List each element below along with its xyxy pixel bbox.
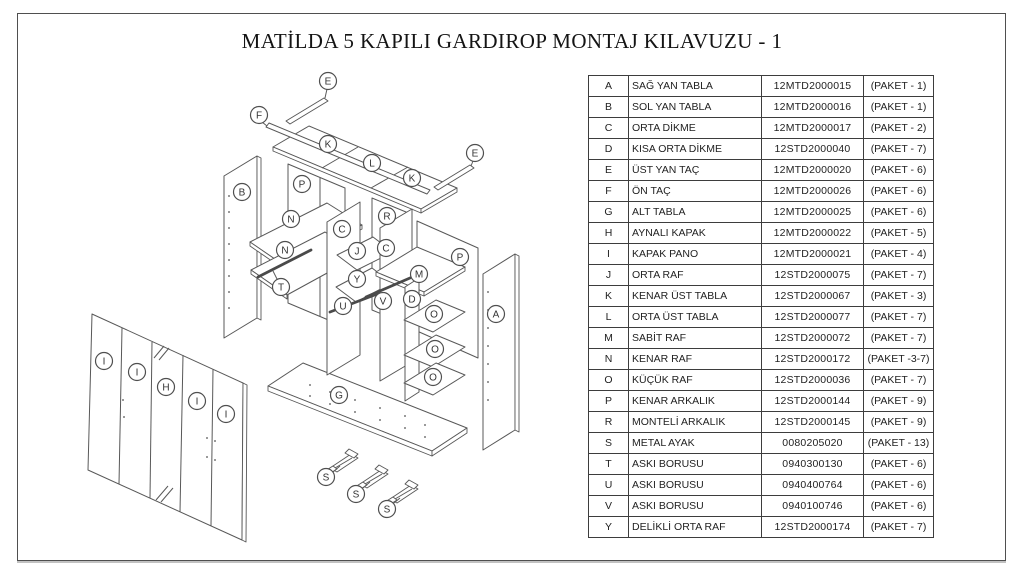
part-callout-letter: E [471, 148, 479, 160]
part-letter-cell: E [589, 160, 629, 181]
package-cell: (PAKET - 6) [864, 160, 934, 181]
part-name-cell: SOL YAN TABLA [629, 97, 762, 118]
part-name-cell: SABİT RAF [629, 328, 762, 349]
package-cell: (PAKET - 7) [864, 517, 934, 538]
part-callout-letter: U [339, 301, 347, 313]
part-callout-letter: P [298, 179, 306, 191]
table-row [589, 160, 934, 181]
part-letter-cell: C [589, 118, 629, 139]
table-row [589, 139, 934, 160]
package-cell: (PAKET - 4) [864, 244, 934, 265]
table-row [589, 349, 934, 370]
part-callout-letter: I [102, 356, 106, 368]
part-callout-letter: K [408, 173, 416, 185]
part-callout-letter: S [322, 472, 330, 484]
parts-table-body [589, 76, 934, 538]
part-name-cell: SAĞ YAN TABLA [629, 76, 762, 97]
part-letter-cell: A [589, 76, 629, 97]
part-name-cell: ORTA RAF [629, 265, 762, 286]
package-cell: (PAKET - 6) [864, 475, 934, 496]
table-row [589, 328, 934, 349]
part-callout-letter: I [195, 396, 199, 408]
part-letter-cell: J [589, 265, 629, 286]
package-cell: (PAKET - 6) [864, 202, 934, 223]
part-number-cell: 12STD2000075 [762, 265, 864, 286]
table-row [589, 391, 934, 412]
part-letter-cell: L [589, 307, 629, 328]
side-panel-a [483, 254, 519, 450]
part-callout-letter: E [324, 76, 332, 88]
part-number-cell: 12MTD2000022 [762, 223, 864, 244]
part-callout-letter: O [429, 372, 437, 384]
part-callout-letter: D [408, 294, 416, 306]
part-name-cell: KÜÇÜK RAF [629, 370, 762, 391]
part-name-cell: KISA ORTA DİKME [629, 139, 762, 160]
part-callout-letter: J [354, 246, 360, 258]
table-row [589, 286, 934, 307]
part-callout-letter: M [414, 269, 424, 281]
part-letter-cell: T [589, 454, 629, 475]
part-number-cell: 0940300130 [762, 454, 864, 475]
part-letter-cell: S [589, 433, 629, 454]
crown-strip-e-left [286, 98, 328, 124]
part-number-cell: 12STD2000172 [762, 349, 864, 370]
package-cell: (PAKET - 7) [864, 139, 934, 160]
part-letter-cell: N [589, 349, 629, 370]
package-cell: (PAKET - 6) [864, 181, 934, 202]
package-cell: (PAKET - 7) [864, 370, 934, 391]
part-name-cell: KENAR ARKALIK [629, 391, 762, 412]
table-row [589, 76, 934, 97]
table-row [589, 265, 934, 286]
part-callout-letter: S [352, 489, 360, 501]
part-callout-letter: G [335, 390, 343, 402]
package-cell: (PAKET - 9) [864, 412, 934, 433]
part-letter-cell: D [589, 139, 629, 160]
part-letter-cell: U [589, 475, 629, 496]
part-callout-letter: I [135, 367, 139, 379]
part-number-cell: 12MTD2000016 [762, 97, 864, 118]
table-row [589, 118, 934, 139]
table-row [589, 244, 934, 265]
table-row [589, 454, 934, 475]
part-number-cell: 0080205020 [762, 433, 864, 454]
part-callout-letter: Y [353, 274, 361, 286]
part-number-cell: 0940400764 [762, 475, 864, 496]
table-row [589, 202, 934, 223]
part-number-cell: 0940100746 [762, 496, 864, 517]
table-row [589, 307, 934, 328]
package-cell: (PAKET -3-7) [864, 349, 934, 370]
parts-table [588, 75, 934, 538]
part-name-cell: ÜST YAN TAÇ [629, 160, 762, 181]
door-panels [88, 314, 243, 540]
part-callout-letter: P [456, 252, 464, 264]
part-letter-cell: B [589, 97, 629, 118]
part-callout-letter: A [492, 309, 500, 321]
part-callout-letter: N [287, 214, 295, 226]
part-number-cell: 12STD2000077 [762, 307, 864, 328]
part-callout-letter: C [338, 224, 346, 236]
part-name-cell: ASKI BORUSU [629, 496, 762, 517]
part-callout-letter: R [383, 211, 391, 223]
part-callout-letter: N [281, 245, 289, 257]
package-cell: (PAKET - 7) [864, 265, 934, 286]
part-number-cell: 12STD2000174 [762, 517, 864, 538]
part-name-cell: ÖN TAÇ [629, 181, 762, 202]
part-name-cell: ASKI BORUSU [629, 475, 762, 496]
table-row [589, 223, 934, 244]
part-letter-cell: F [589, 181, 629, 202]
part-letter-cell: R [589, 412, 629, 433]
part-number-cell: 12MTD2000015 [762, 76, 864, 97]
table-row [589, 517, 934, 538]
part-callout-letter: T [277, 282, 285, 294]
part-number-cell: 12STD2000144 [762, 391, 864, 412]
part-name-cell: ORTA ÜST TABLA [629, 307, 762, 328]
part-number-cell: 12STD2000145 [762, 412, 864, 433]
part-number-cell: 12MTD2000021 [762, 244, 864, 265]
package-cell: (PAKET - 1) [864, 76, 934, 97]
package-cell: (PAKET - 7) [864, 307, 934, 328]
package-cell: (PAKET - 6) [864, 496, 934, 517]
part-callout-letter: V [379, 296, 387, 308]
part-callout-letter: C [382, 243, 390, 255]
part-number-cell: 12STD2000040 [762, 139, 864, 160]
part-name-cell: MONTELİ ARKALIK [629, 412, 762, 433]
package-cell: (PAKET - 9) [864, 391, 934, 412]
page-title: MATİLDA 5 KAPILI GARDIROP MONTAJ KILAVUZU - 1 [241, 29, 783, 53]
package-cell: (PAKET - 7) [864, 328, 934, 349]
part-name-cell: ORTA DİKME [629, 118, 762, 139]
part-letter-cell: Y [589, 517, 629, 538]
package-cell: (PAKET - 6) [864, 454, 934, 475]
part-letter-cell: G [589, 202, 629, 223]
part-letter-cell: I [589, 244, 629, 265]
part-callout-letter: I [224, 409, 228, 421]
part-callout-letter: H [162, 382, 170, 394]
table-row [589, 181, 934, 202]
table-row [589, 433, 934, 454]
table-row [589, 97, 934, 118]
part-number-cell: 12MTD2000020 [762, 160, 864, 181]
part-callout-letter: L [369, 158, 375, 170]
part-number-cell: 12MTD2000025 [762, 202, 864, 223]
part-letter-cell: M [589, 328, 629, 349]
part-name-cell: AYNALI KAPAK [629, 223, 762, 244]
table-row [589, 496, 934, 517]
part-callout-letter: F [255, 110, 263, 122]
part-name-cell: ALT TABLA [629, 202, 762, 223]
part-callout-letter: B [238, 187, 246, 199]
part-letter-cell: P [589, 391, 629, 412]
part-number-cell: 12STD2000036 [762, 370, 864, 391]
package-cell: (PAKET - 1) [864, 97, 934, 118]
part-name-cell: KAPAK PANO [629, 244, 762, 265]
table-row [589, 475, 934, 496]
door-group [88, 314, 247, 542]
part-letter-cell: V [589, 496, 629, 517]
package-cell: (PAKET - 2) [864, 118, 934, 139]
part-name-cell: KENAR RAF [629, 349, 762, 370]
part-number-cell: 12STD2000067 [762, 286, 864, 307]
part-letter-cell: K [589, 286, 629, 307]
part-callout-letter: K [324, 139, 332, 151]
table-row [589, 412, 934, 433]
part-letter-cell: O [589, 370, 629, 391]
part-number-cell: 12MTD2000026 [762, 181, 864, 202]
package-cell: (PAKET - 3) [864, 286, 934, 307]
part-number-cell: 12MTD2000017 [762, 118, 864, 139]
part-name-cell: ASKI BORUSU [629, 454, 762, 475]
part-callout-letter: S [383, 504, 391, 516]
metal-feet-group [322, 449, 418, 505]
package-cell: (PAKET - 13) [864, 433, 934, 454]
part-letter-cell: H [589, 223, 629, 244]
package-cell: (PAKET - 5) [864, 223, 934, 244]
part-name-cell: METAL AYAK [629, 433, 762, 454]
table-row [589, 370, 934, 391]
part-callout-letter: O [431, 344, 439, 356]
part-name-cell: DELİKLİ ORTA RAF [629, 517, 762, 538]
part-number-cell: 12STD2000072 [762, 328, 864, 349]
part-callout-letter: O [430, 309, 438, 321]
part-name-cell: KENAR ÜST TABLA [629, 286, 762, 307]
